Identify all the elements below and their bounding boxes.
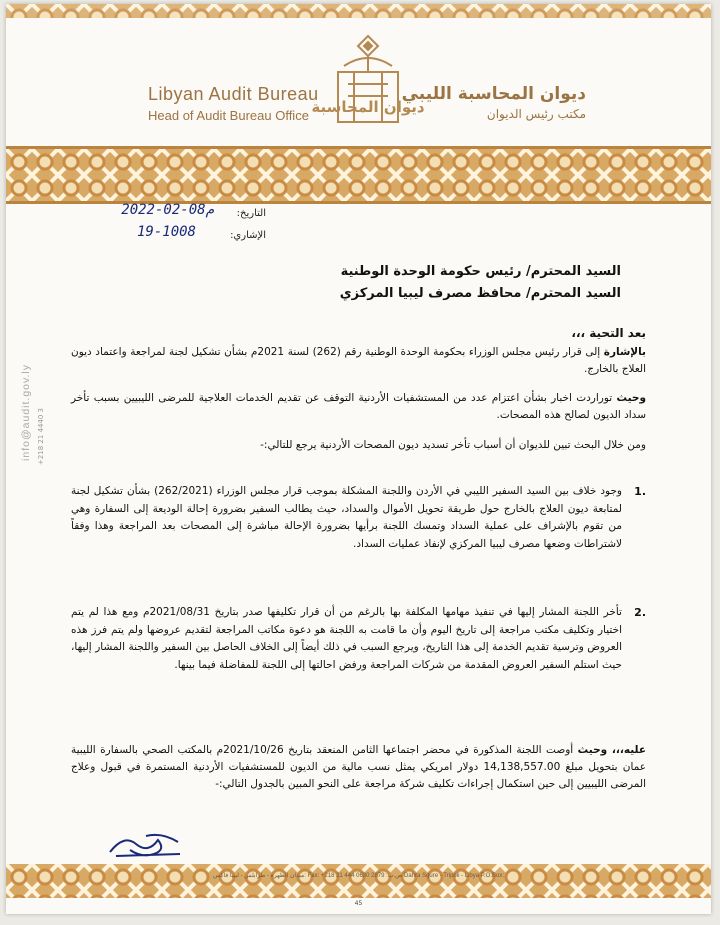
side-phones: +218 21 4440 3 xyxy=(37,408,45,466)
logo-text: ديوان المحاسبة xyxy=(311,98,425,116)
reference-row xyxy=(86,224,266,246)
side-contact xyxy=(6,364,45,584)
addressee-1: السيد المحترم/ رئيس حكومة الوحدة الوطنية xyxy=(340,264,621,279)
list-item-2-number: .2 xyxy=(634,606,646,619)
closing-text: أوصت اللجنة المذكورة في محضر اجتماعها الثامن المنعقد بتاريخ 2021/10/26م بالمكتب الصحي بالسفارة الليبية عمان بتحويل مبلغ 14,138,557.00 دولار امريكي يمثل نسب مالية من الديون للمستشفيات الأردنية المستمرة في قبول وعلاج المرضى الليبيين إلى حين استكمال إجراءات تكليف شركة مراجعة على النحو المبين بالجدول التالي:- xyxy=(71,744,646,790)
header-en-title: Libyan Audit Bureau xyxy=(148,84,319,104)
header-arabic xyxy=(402,84,586,121)
date-label: التاريخ: xyxy=(236,208,266,219)
signature xyxy=(106,830,186,860)
date-row xyxy=(86,202,266,224)
date-reference-block xyxy=(86,202,266,246)
date-value: 2022-02-08م xyxy=(121,202,214,218)
footer-address: ميدان الظهرة - طرابلس - ليبيا فاكس: Fax: +218 21 444 0630 ص.ب: 2879 Dahra Squre - Tripoli - Libya P.O.Box: xyxy=(213,873,504,879)
header-ar-subtitle: مكتب رئيس الديوان xyxy=(486,107,586,121)
list-item-2-text: تأخر اللجنة المشار إليها في تنفيذ مهامها المكلفة بها بالرغم من أن قرار تكليفها صدر بتاريخ 2021/08/31م ومع هذا لم يتم اختيار وتكليف مكتب مراجعة إلى تاريخ اليوم وأن ما قامت به اللجنة هو دعوة مكاتب المراجعة لتقديم عروضها ولم يتم فرز هذه العروض وترسية تقديم الخدمة إلى هذا التاريخ، ويرجع السبب في ذلك أيضاً إلى الخلاف الحاصل بين السفير واللجنة المشار إليها، حيث استلم السفير العروض المقدمة من شركات المراجعة ورفض احالتها إلى اللجنة للمفاضلة فيما بينها. xyxy=(71,606,622,671)
header-english xyxy=(148,84,319,123)
top-ornament-band xyxy=(6,4,711,18)
closing-lead: عليه،،، وحيث xyxy=(577,744,646,756)
paragraph-news-lead: وحيث xyxy=(616,392,647,404)
header-ar-title: ديوان المحاسبة الليبي xyxy=(401,84,586,104)
page-number: 45 xyxy=(354,900,363,907)
reference-value: 19-1008 xyxy=(136,224,196,240)
paragraph-reference xyxy=(71,344,646,378)
list-item-1-text: وجود خلاف بين السيد السفير الليبي في الأردن واللجنة المشكلة بموجب قرار مجلس الوزراء (262/2021) بشأن تشكيل لجنة لمتابعة ديون العلاج بالخارج حول طريقة تحويل الأموال والسداد، حيث يطالب السفير بضرورة إحالة الوديعة إلى السفارة وهي من تقوم بالإشراف على عملية السداد وتمسك اللجنة برأيها بضرورة الإحالة مباشرة إلى المصحات بعد المراجعة وهذا وفقاً لاشتراطات وضعها مصرف ليبيا المركزي لإنفاذ عمليات السداد. xyxy=(71,485,623,550)
side-email[interactable]: info@audit.gov.ly xyxy=(20,364,32,461)
header-ornament-band xyxy=(6,146,711,204)
footer-ornament-band xyxy=(6,864,711,898)
audit-bureau-logo xyxy=(311,32,425,130)
paragraph-reference-text: إلى قرار رئيس مجلس الوزراء بحكومة الوحدة الوطنية رقم (262) لسنة 2021م بشأن تشكيل لجنة لمراجعة واعتماد ديون العلاج بالخارج. xyxy=(71,346,646,375)
list-item-1 xyxy=(71,483,646,553)
list-item-2 xyxy=(71,604,646,674)
reference-label: الإشاري: xyxy=(230,230,266,241)
addressee-2: السيد المحترم/ محافظ مصرف ليبيا المركزي xyxy=(339,286,621,301)
paragraph-reference-lead: بالإشارة xyxy=(603,346,646,358)
paragraph-news-text: توراردت اخبار بشأن اعتزام عدد من المستشفيات الأردنية التوقف عن تقديم الخدمات العلاجية للمرضى الليبيين بسبب تأخر سداد الديون لصالح هذه المصحات. xyxy=(71,392,646,421)
header-en-subtitle: Head of Audit Bureau Office xyxy=(148,108,309,123)
greeting: بعد التحية ،،، xyxy=(571,326,646,340)
letter-page xyxy=(6,4,711,914)
paragraph-findings: ومن خلال البحث تبين للديوان أن أسباب تأخر تسديد ديون المصحات الأردنية يرجع للتالي:- xyxy=(260,439,646,451)
closing-paragraph xyxy=(71,742,646,793)
list-item-1-number: .1 xyxy=(634,485,646,498)
paragraph-news xyxy=(71,390,646,424)
